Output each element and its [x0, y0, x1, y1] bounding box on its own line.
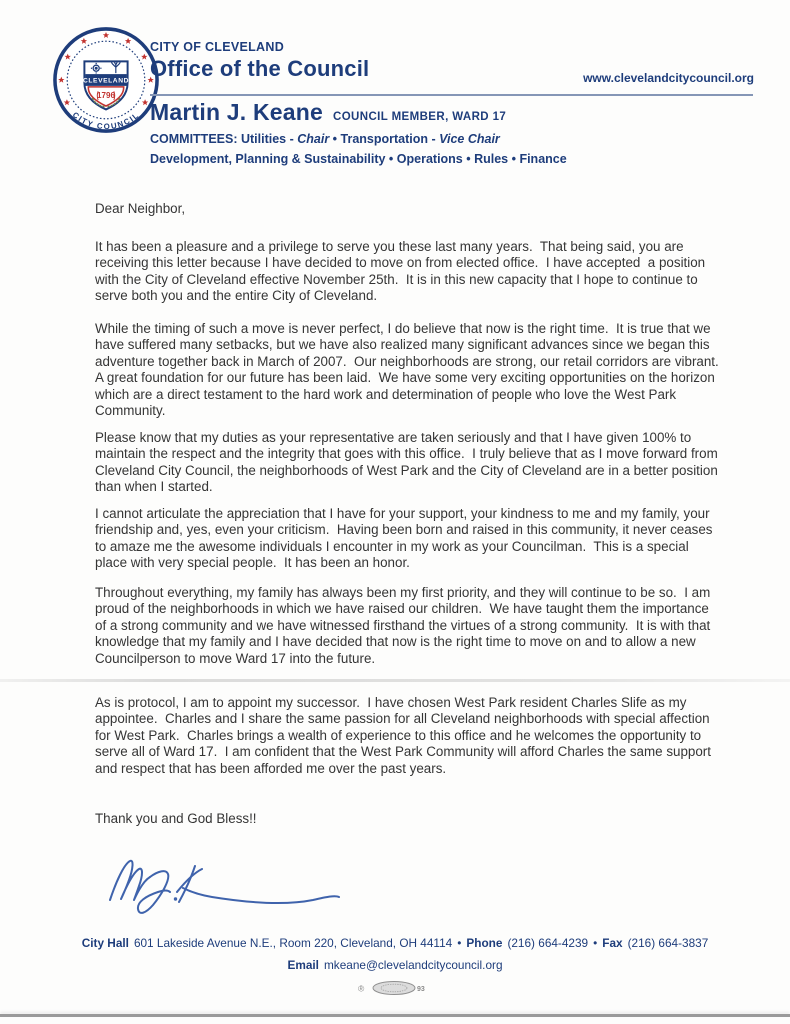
email-address: mkeane@clevelandcitycouncil.org: [323, 958, 503, 972]
fax-number: (216) 664-3837: [627, 936, 709, 950]
council-member-name: Martin J. Keane: [150, 99, 323, 125]
registered-mark: ®: [358, 983, 365, 994]
agency-name: CITY OF CLEVELAND: [150, 40, 285, 54]
paragraph-3: Please know that my duties as your representative are taken seriously and that I have given 100% to maintain the respect and the integrity that goes with this office. I truly believe that as I move forward from Cleveland City Council, the neighborhoods of West Park and the City of Cleveland are in a better position than when I started.: [95, 430, 722, 495]
city-hall-address: 601 Lakeside Avenue N.E., Room 220, Cleveland, OH 44114: [133, 936, 453, 950]
salutation: Dear Neighbor,: [95, 201, 186, 216]
paragraph-2: While the timing of such a move is never perfect, I do believe that now is the right time. It is true that we have suffered many setbacks, but we have also realized many significant advances since we began this adventure together back in March of 2007. Our neighborhoods are strong, our retail corridors are vibrant. A great foundation for our future has been laid. We have some very exciting opportunities on the horizon which are a direct testament to the hard work and determination of people who love the West Park Community.: [95, 321, 726, 419]
paper-fold-crease: [0, 679, 790, 682]
phone-label: Phone: [466, 936, 503, 950]
council-member-title: COUNCIL MEMBER, WARD 17: [333, 111, 507, 123]
letterhead-divider: [150, 94, 753, 96]
cleveland-city-council-seal-icon: [52, 26, 160, 134]
fax-label: Fax: [602, 936, 623, 950]
footer-email-line: [0, 958, 790, 972]
union-printer-bug: [0, 980, 790, 1001]
paragraph-4: I cannot articulate the appreciation that I have for your support, your kindness to me and my family, your friendship and, yes, even your criticism. Having been born and raised in this community, it never ceases to amaze me the awesome individuals I encounter in my work as your Councilman. This is a special place with very special people. It has been an honor.: [95, 506, 717, 571]
seal-city-council-text: CITY COUNCIL: [70, 110, 142, 132]
city-hall-label: City Hall: [81, 936, 129, 950]
committees-block: [150, 129, 567, 170]
paragraph-1: It has been a pleasure and a privilege to serve you these last many years. That being said, you are receiving this letter because I have decided to move on from elected office. I have accepted a position with the City of Cleveland effective November 25th. It is in this new capacity that I hope to continue to serve both you and the entire City of Cleveland.: [95, 239, 709, 304]
phone-number: (216) 664-4239: [507, 936, 589, 950]
member-line: [150, 99, 506, 126]
paragraph-5: Throughout everything, my family has always been my first priority, and they will continue to be so. I am proud of the neighborhoods in which we have raised our children. We have taught them the importance of a strong community and we have witnessed firsthand the virtues of a strong community. It is with that knowledge that my family and I have decided that now is the right time to move on and to allow a new Councilperson to move Ward 17 into the future.: [95, 585, 714, 666]
office-title: Office of the Council: [150, 56, 370, 81]
footer-separator: •: [457, 936, 462, 950]
website-url: www.clevelandcitycouncil.org: [583, 71, 754, 85]
paragraph-6: As is protocol, I am to appoint my successor. I have chosen West Park resident Charles Slife as my appointee. Charles and I share the same passion for all Cleveland neighborhoods with special affection for West Park. Charles brings a wealth of experience to this office and he welcomes the opportunity to serve all of Ward 17. I am confident that the West Park Community will afford Charles the same support and respect that has been afforded me over the past years.: [95, 695, 715, 776]
footer-contact-line: [0, 936, 790, 950]
committees-line-1: [150, 129, 567, 149]
committees-line-2: Development, Planning & Sustainability • Operations • Rules • Finance: [150, 152, 567, 167]
seal-cleveland-text: CLEVELAND: [83, 77, 129, 85]
union-bug-number: 93: [417, 986, 425, 993]
signature-martin-keane: [98, 842, 388, 924]
union-bug-icon: [357, 980, 433, 996]
footer-separator: •: [593, 936, 598, 950]
email-label: Email: [287, 958, 319, 972]
scan-bottom-edge: [0, 1014, 790, 1017]
committees-assignments: Utilities - Chair • Transportation - Vice Chair: [237, 132, 500, 146]
seal-year-text: 1796: [97, 91, 115, 101]
committees-label: COMMITTEES:: [150, 132, 238, 146]
closing-line: Thank you and God Bless!!: [95, 811, 257, 826]
